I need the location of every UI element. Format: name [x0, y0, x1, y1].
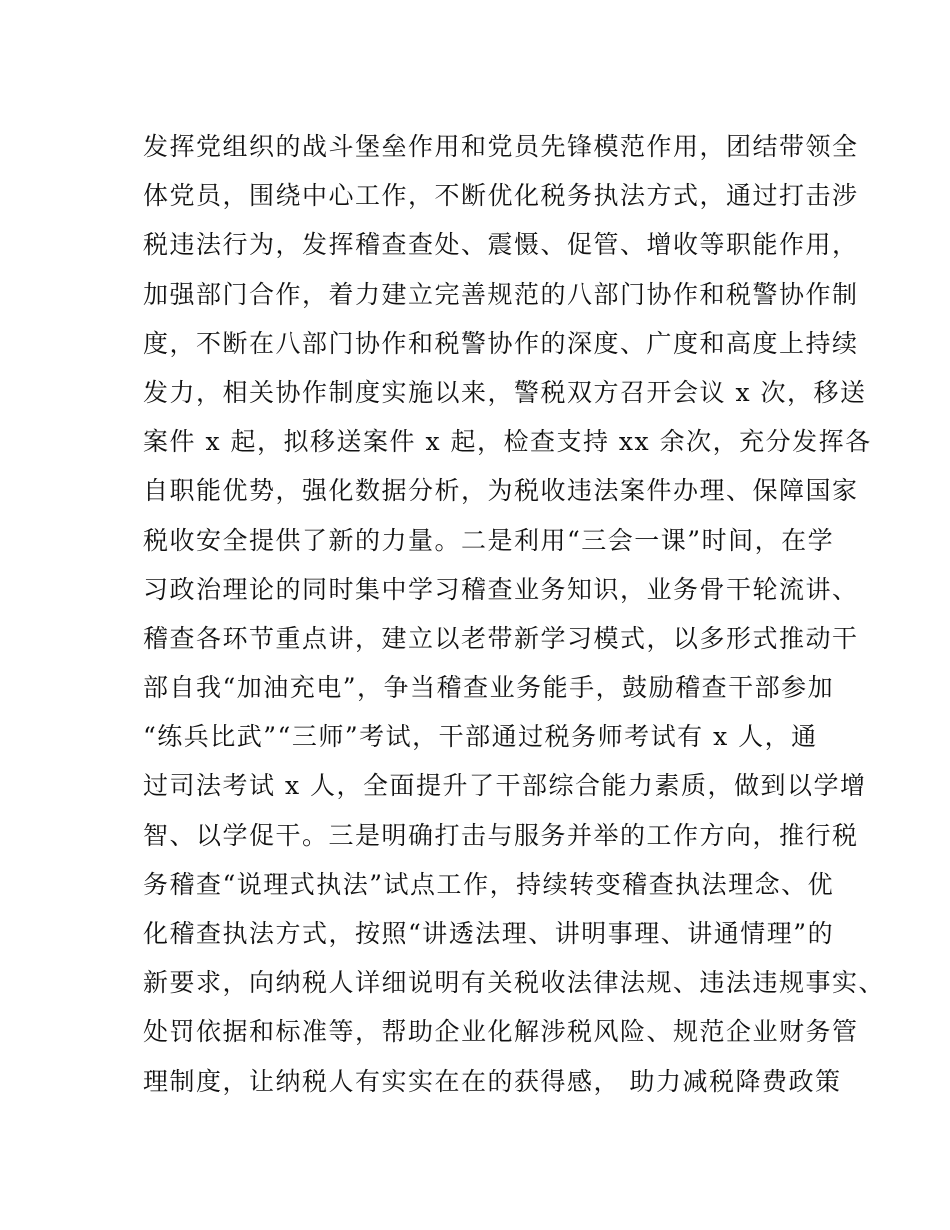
text-line-19: 处罚依据和标准等，帮助企业化解涉税风险、规范企业财务管 [143, 1017, 859, 1047]
text-line-17: 化稽查执法方式，按照“讲透法理、讲明事理、讲通情理”的 [143, 919, 835, 948]
text-line-20: 理制度，让纳税人有实实在在的获得感， 助力减税降费政策 [143, 1066, 842, 1096]
text-line-3: 税违法行为，发挥稽查查处、震慑、促管、增收等职能作用， [143, 230, 859, 260]
text-line-9: 税收安全提供了新的力量。二是利用“三会一课”时间，在学 [143, 525, 835, 555]
text-line-1: 发挥党组织的战斗堡垒作用和党员先锋模范作用，团结带领全 [143, 132, 859, 161]
text-line-14: 过司法考试 x 人，全面提升了干部综合能力素质，做到以学增 [143, 771, 867, 801]
text-line-5: 度，不断在八部门协作和税警协作的深度、广度和高度上持续 [143, 328, 859, 358]
text-line-6: 发力，相关协作制度实施以来，警税双方召开会议 x 次，移送 [143, 377, 867, 407]
text-line-10: 习政治理论的同时集中学习稽查业务知识，业务骨干轮流讲、 [143, 574, 859, 604]
text-line-18: 新要求，向纳税人详细说明有关税收法律法规、违法违规事实、 [143, 968, 886, 998]
text-line-8: 自职能优势，强化数据分析，为税收违法案件办理、保障国家 [143, 476, 859, 506]
text-line-15: 智、以学促干。三是明确打击与服务并举的工作方向，推行税 [143, 820, 859, 850]
text-line-4: 加强部门合作，着力建立完善规范的八部门协作和税警协作制 [143, 279, 859, 309]
text-line-16: 务稽查“说理式执法”试点工作，持续转变稽查执法理念、优 [143, 869, 835, 899]
text-line-7: 案件 x 起，拟移送案件 x 起，检查支持 xx 余次，充分发挥各 [143, 427, 872, 457]
text-line-13: “练兵比武”“三师”考试，干部通过税务师考试有 x 人，通 [143, 722, 818, 752]
text-line-11: 稽查各环节重点讲，建立以老带新学习模式，以多形式推动干 [143, 623, 859, 653]
body-text [143, 122, 886, 1106]
text-line-2: 体党员，围绕中心工作，不断优化税务执法方式，通过打击涉 [143, 181, 859, 211]
text-line-12: 部自我“加油充电”，争当稽查业务能手，鼓励稽查干部参加 [143, 673, 835, 703]
